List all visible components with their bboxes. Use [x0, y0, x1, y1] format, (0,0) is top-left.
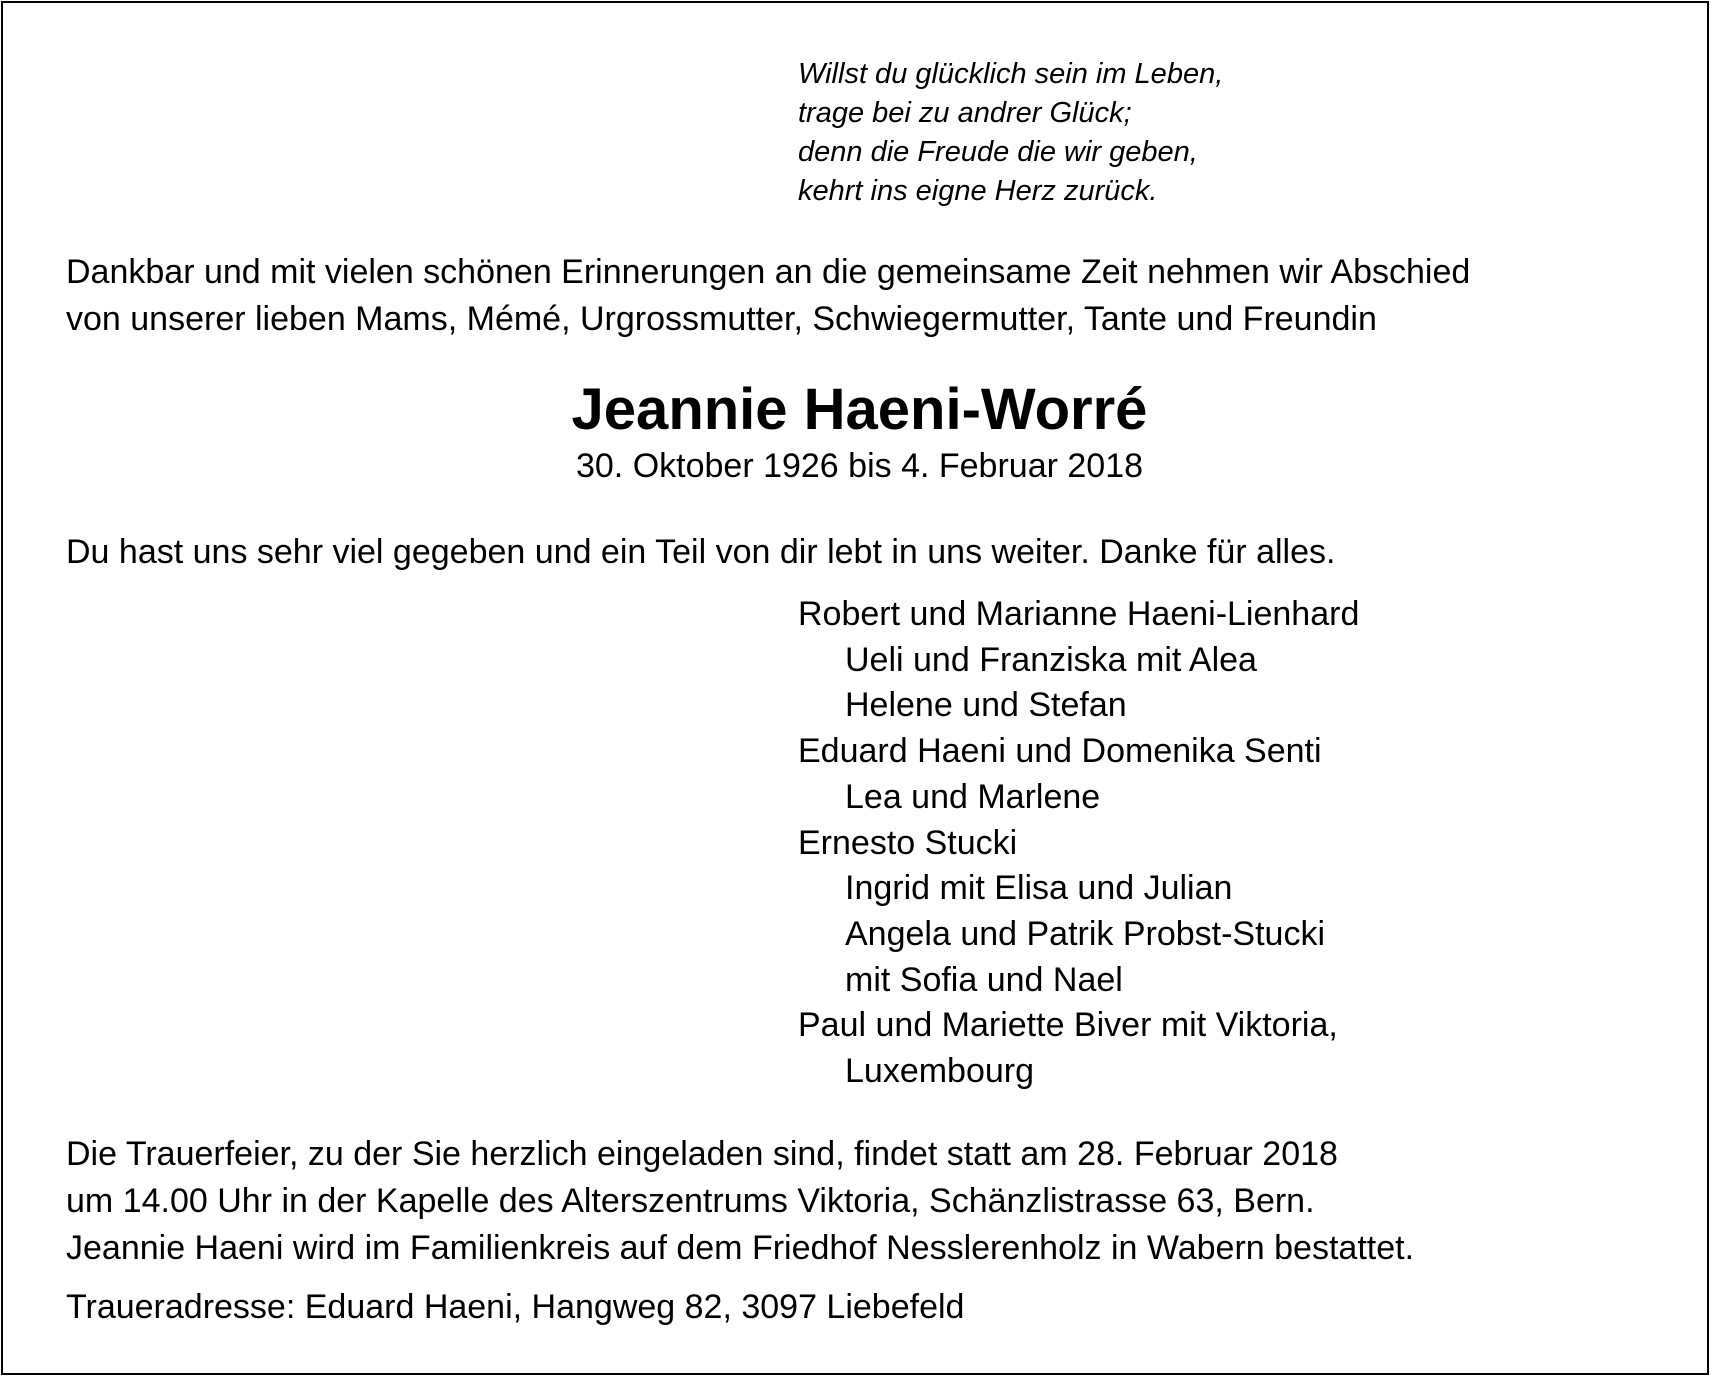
intro-line: Dankbar und mit vielen schönen Erinnerungen an die gemeinsame Zeit nehmen wir Abschied	[66, 253, 1471, 291]
poem-line: kehrt ins eigne Herz zurück.	[798, 175, 1158, 207]
intro-line: von unserer lieben Mams, Mémé, Urgrossmutter, Schwiegermutter, Tante und Freundin	[66, 300, 1377, 338]
intro-text	[66, 249, 1470, 343]
family-member: Robert und Marianne Haeni-Lienhard	[798, 595, 1360, 633]
deceased-name: Jeannie Haeni-Worré	[571, 377, 1148, 442]
service-line: um 14.00 Uhr in der Kapelle des Alterszentrums Viktoria, Schänzlistrasse 63, Bern.	[66, 1182, 1315, 1220]
family-member: Lea und Marlene	[845, 777, 1101, 816]
family-member: Paul und Mariette Biver mit Viktoria,	[798, 1006, 1338, 1045]
poem-line: denn die Freude die wir geben,	[798, 136, 1198, 168]
family-member: Helene und Stefan	[845, 686, 1127, 725]
family-member: Ingrid mit Elisa und Julian	[845, 869, 1233, 908]
funeral-service-info	[66, 1131, 1414, 1272]
family-member: mit Sofia und Nael	[845, 960, 1123, 999]
service-line: Jeannie Haeni wird im Familienkreis auf dem Friedhof Nesslerenholz in Wabern bestattet.	[66, 1229, 1415, 1267]
service-line: Die Trauerfeier, zu der Sie herzlich eingeladen sind, findet statt am 28. Februar 2018	[66, 1135, 1338, 1173]
poem	[798, 55, 1223, 211]
poem-line: trage bei zu andrer Glück;	[798, 97, 1132, 129]
family-member: Luxembourg	[845, 1052, 1035, 1091]
family-member: Eduard Haeni und Domenika Senti	[798, 732, 1322, 771]
family-member: Angela und Patrik Probst-Stucki	[845, 914, 1326, 953]
poem-line: Willst du glücklich sein im Leben,	[798, 58, 1224, 90]
obituary-frame	[1, 1, 1709, 1375]
family-member: Ernesto Stucki	[798, 823, 1018, 862]
thanks-text: Du hast uns sehr viel gegeben und ein Teil von dir lebt in uns weiter. Danke für alles.	[66, 533, 1336, 571]
mourning-address: Traueradresse: Eduard Haeni, Hangweg 82, 3097 Liebefeld	[66, 1288, 965, 1326]
family-list	[798, 592, 1359, 1095]
family-member: Ueli und Franziska mit Alea	[845, 640, 1257, 679]
life-dates: 30. Oktober 1926 bis 4. Februar 2018	[575, 447, 1144, 485]
